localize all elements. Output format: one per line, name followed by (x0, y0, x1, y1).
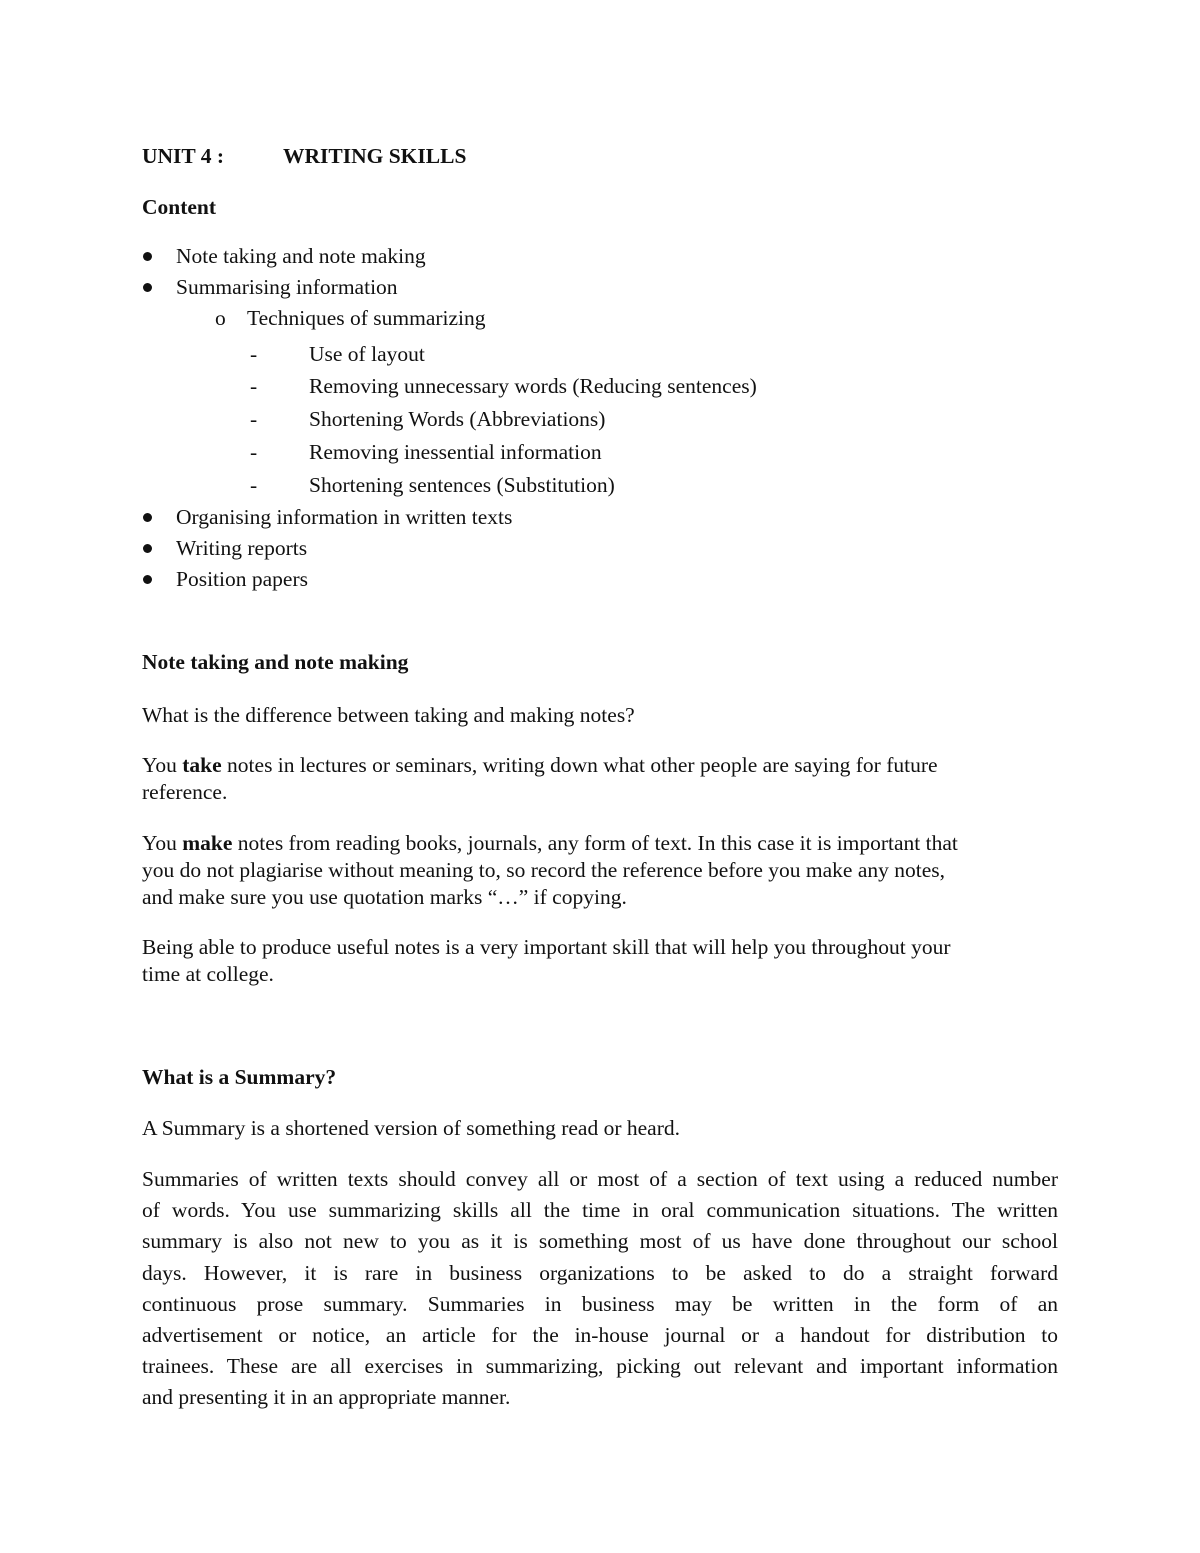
bullet-icon (143, 544, 152, 553)
content-heading: Content (142, 195, 217, 219)
take-line-2: reference. (142, 780, 228, 804)
summary-line: continuous prose summary. Summaries in business may be written in the form of an (142, 1291, 1058, 1316)
sub-list-item: Shortening Words (Abbreviations) (309, 407, 606, 431)
summary-line: advertisement or notice, an article for the in-house journal or a handout for distribution to (142, 1323, 1058, 1348)
sub-list-item: Shortening sentences (Substitution) (309, 473, 615, 497)
sub-list-item: Use of layout (309, 342, 425, 366)
summary-line: of words. You use summarizing skills all the time in oral communication situations. The written (142, 1198, 1058, 1223)
sub-list-marker: o (215, 306, 226, 330)
section-heading-summary: What is a Summary? (142, 1065, 337, 1089)
sub-list-label: Techniques of summarizing (247, 306, 486, 330)
summary-line: days. However, it is rare in business organizations to be asked to do a straight forward (142, 1260, 1058, 1285)
sub-list-item: Removing inessential information (309, 440, 602, 464)
useful-line-1: Being able to produce useful notes is a very important skill that will help you throughout your (142, 935, 951, 959)
dash-marker: - (250, 440, 258, 464)
summary-line: summary is also not new to you as it is something most of us have done throughout our school (142, 1229, 1058, 1254)
summary-paragraph (142, 1164, 1058, 1414)
question-text: What is the difference between taking and making notes? (142, 703, 635, 727)
make-paragraph (142, 830, 1042, 911)
bullet-icon (143, 252, 152, 261)
summary-line: Summaries of written texts should convey all or most of a section of text using a reduced number (142, 1167, 1058, 1191)
take-emphasis: take (182, 753, 222, 777)
dash-marker: - (250, 342, 258, 366)
summary-line: trainees. These are all exercises in summarizing, picking out relevant and important information (142, 1354, 1058, 1379)
make-line-2: you do not plagiarise without meaning to, so record the reference before you make any notes, (142, 858, 945, 882)
summary-definition: A Summary is a shortened version of something read or heard. (142, 1116, 680, 1140)
list-item: Note taking and note making (176, 244, 426, 268)
list-item: Summarising information (176, 275, 398, 299)
section-heading-notes: Note taking and note making (142, 650, 409, 674)
make-line-3: and make sure you use quotation marks “…” if copying. (142, 885, 627, 909)
list-item: Position papers (176, 567, 308, 591)
bullet-icon (143, 513, 152, 522)
take-paragraph (142, 752, 1022, 806)
list-item: Organising information in written texts (176, 505, 513, 529)
sub-list-item: Removing unnecessary words (Reducing sentences) (309, 374, 757, 398)
bullet-icon (143, 575, 152, 584)
unit-label: UNIT 4 : (142, 144, 225, 168)
dash-marker: - (250, 473, 258, 497)
dash-marker: - (250, 407, 258, 431)
useful-line-2: time at college. (142, 962, 274, 986)
dash-marker: - (250, 374, 258, 398)
make-line-1: You make notes from reading books, journals, any form of text. In this case it is important that (142, 831, 958, 855)
unit-title: WRITING SKILLS (283, 144, 467, 168)
useful-paragraph (142, 934, 1042, 988)
make-emphasis: make (182, 831, 233, 855)
list-item: Writing reports (176, 536, 308, 560)
bullet-icon (143, 283, 152, 292)
summary-line: and presenting it in an appropriate manner. (142, 1385, 511, 1410)
take-line-1: You take notes in lectures or seminars, writing down what other people are saying for future (142, 753, 938, 777)
